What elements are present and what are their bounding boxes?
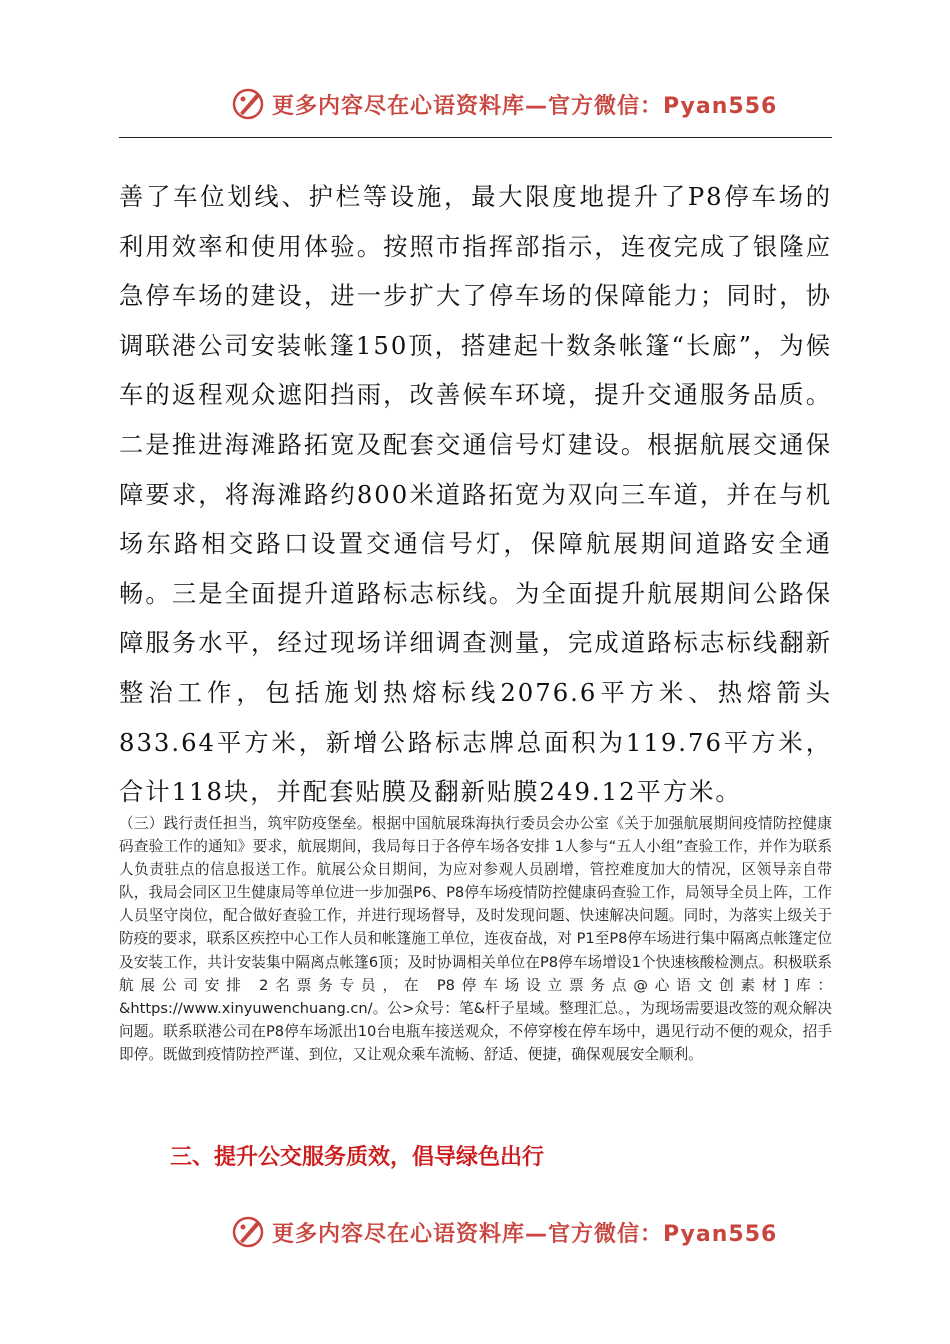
pen-circle-icon <box>230 86 266 122</box>
header-watermark-text: 更多内容尽在心语资料库—官方微信：Pyan556 <box>272 93 778 119</box>
section-heading: 三、提升公交服务质效，倡导绿色出行 <box>170 1145 545 1170</box>
section-three-paragraph: （三）践行责任担当，筑牢防疫堡垒。根据中国航展珠海执行委员会办公室《关于加强航展期间疫情防控健康码查验工作的通知》要求，航展期间，我局每日于各停车场各安排 1人参与“五人小组”查验工作，并作为联系人负责驻点的信息报送工作。航展公众日期间，为应对参观人员剧增，管控难度加大的情况，区领导亲自带队，我局会同区卫生健康局等单位进一步加强P6、P8停车场疫情防控健康码查验工作，局领导全员上阵，工作人员坚守岗位，配合做好查验工作，并进行现场督导，及时发现问题、快速解决问题。同时，为落实上级关于防疫的要求，联系区疾控中心工作人员和帐篷施工单位，连夜奋战，对 P1至P8停车场进行集中隔离点帐篷定位及安装工作，共计安装集中隔离点帐篷6顶；及时协调相关单位在P8停车场增设1个快速核酸检测点。积极联系航展公司安排 2名票务专员，在 P8停车场设立票务点@心语文创素材]库：&https://www.xinyuwenchuang.cn/。公>众号：笔&杆子星域。整理汇总。，为现场需要退改签的观众解决问题。联系联港公司在P8停车场派出10台电瓶车接送观众，不停穿梭在停车场中，遇见行动不便的观众，招手即停。既做到疫情防控严谨、到位，又让观众乘车流畅、舒适、便捷，确保观展安全顺利。 <box>119 815 832 1063</box>
footer-watermark-text: 更多内容尽在心语资料库—官方微信：Pyan556 <box>272 1221 778 1247</box>
header-watermark <box>230 84 777 124</box>
pen-circle-icon <box>230 1214 266 1250</box>
footer-watermark <box>230 1212 777 1252</box>
header-divider <box>119 137 832 138</box>
main-paragraph: 善了车位划线、护栏等设施，最大限度地提升了P8停车场的利用效率和使用体验。按照市指挥部指示，连夜完成了银隆应急停车场的建设，进一步扩大了停车场的保障能力；同时，协调联港公司安装帐篷150顶，搭建起十数条帐篷“长廊”，为候车的返程观众遮阳挡雨，改善候车环境，提升交通服务品质。二是推进海滩路拓宽及配套交通信号灯建设。根据航展交通保障要求，将海滩路约800米道路拓宽为双向三车道，并在与机场东路相交路口设置交通信号灯，保障航展期间道路安全通畅。三是全面提升道路标志标线。为全面提升航展期间公路保障服务水平，经过现场详细调查测量，完成道路标志标线翻新整治工作，包括施划热熔标线2076.6平方米、热熔箭头833.64平方米，新增公路标志牌总面积为119.76平方米，合计118块，并配套贴膜及翻新贴膜249.12平方米。 <box>119 182 832 807</box>
